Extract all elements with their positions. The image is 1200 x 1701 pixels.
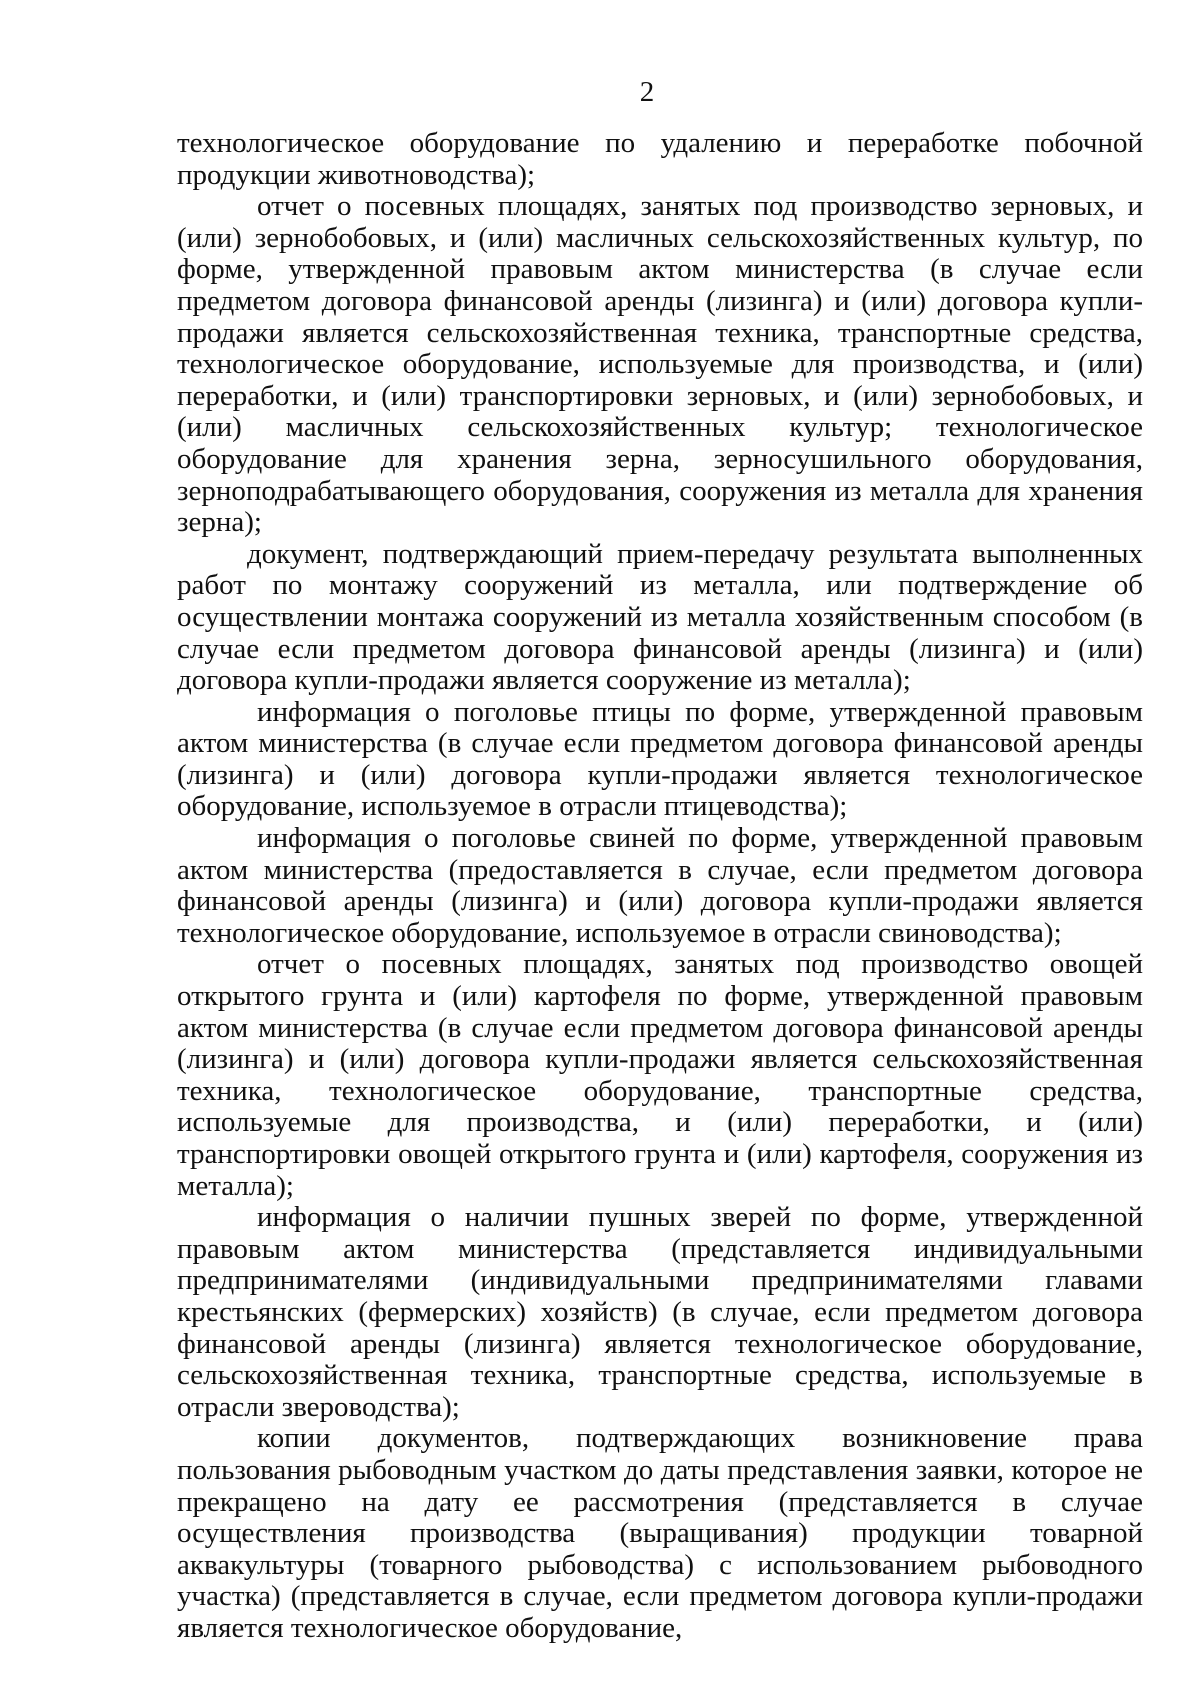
paragraph-poultry-info: информация о поголовье птицы по форме, утвержденной правовым актом министерства (в случае если предметом договора финансовой аренды (лизинга) и (или) договора купли-продажи является технологическое оборудование, используемое в отрасли птицеводства);: [177, 695, 1143, 823]
paragraph-continuation: технологическое оборудование по удалению и переработке побочной продукции животноводства);: [177, 127, 1143, 191]
paragraph-pigs-info: информация о поголовье свиней по форме, утвержденной правовым актом министерства (предоставляется в случае, если предметом договора финансовой аренды (лизинга) и (или) договора купли-продажи является технологическое оборудование, используемое в отрасли свиноводства);: [177, 822, 1143, 949]
paragraph-sowing-report-grain: отчет о посевных площадях, занятых под производство зерновых, и (или) зернобобовых, и (или) масличных сельскохозяйственных культур, по форме, утвержденной правовым актом министерства (в случае если предметом договора финансовой аренды (лизинга) и (или) договора купли-продажи является сельскохозяйственная техника, транспортные средства, технологическое оборудование, используемые для производства, и (или) переработки, и (или) транспортировки зерновых, и (или) зернобобовых, и (или) масличных сельскохозяйственных культур; технологическое оборудование для хранения зерна, зерносушильного оборудования, зерноподрабатывающего оборудования, сооружения из металла для хранения зерна);: [177, 190, 1143, 539]
paragraph-sowing-report-vegetables: отчет о посевных площадях, занятых под производство овощей открытого грунта и (или) картофеля по форме, утвержденной правовым актом министерства (в случае если предметом договора финансовой аренды (лизинга) и (или) договора купли-продажи является сельскохозяйственная техника, технологическое оборудование, транспортные средства, используемые для производства, и (или) переработки, и (или) транспортировки овощей открытого грунта и (или) картофеля, сооружения из металла);: [177, 948, 1143, 1202]
page-number: 2: [639, 76, 655, 108]
paragraph-fish-farming-documents: копии документов, подтверждающих возникновение права пользования рыбоводным участком до даты представления заявки, которое не прекращено на дату ее рассмотрения (представляется в случае осуществления производства (выращивания) продукции товарной аквакультуры (товарного рыбоводства) с использованием рыбоводного участка) (представляется в случае, если предметом договора купли-продажи является технологическое оборудование,: [177, 1422, 1143, 1644]
paragraph-fur-animals-info: информация о наличии пушных зверей по форме, утвержденной правовым актом министерства (представляется индивидуальными предпринимателями (индивидуальными предпринимателями главами крестьянских (фермерских) хозяйств) (в случае, если предметом договора финансовой аренды (лизинга) является технологическое оборудование, сельскохозяйственная техника, транспортные средства, используемые в отрасли звероводства);: [177, 1201, 1143, 1423]
paragraph-metal-structures-act: документ, подтверждающий прием-передачу результата выполненных работ по монтажу сооружений из металла, или подтверждение об осуществлении монтажа сооружений из металла хозяйственным способом (в случае если предметом договора финансовой аренды (лизинга) и (или) договора купли-продажи является сооружение из металла);: [177, 537, 1143, 697]
document-body: [177, 128, 1143, 1645]
